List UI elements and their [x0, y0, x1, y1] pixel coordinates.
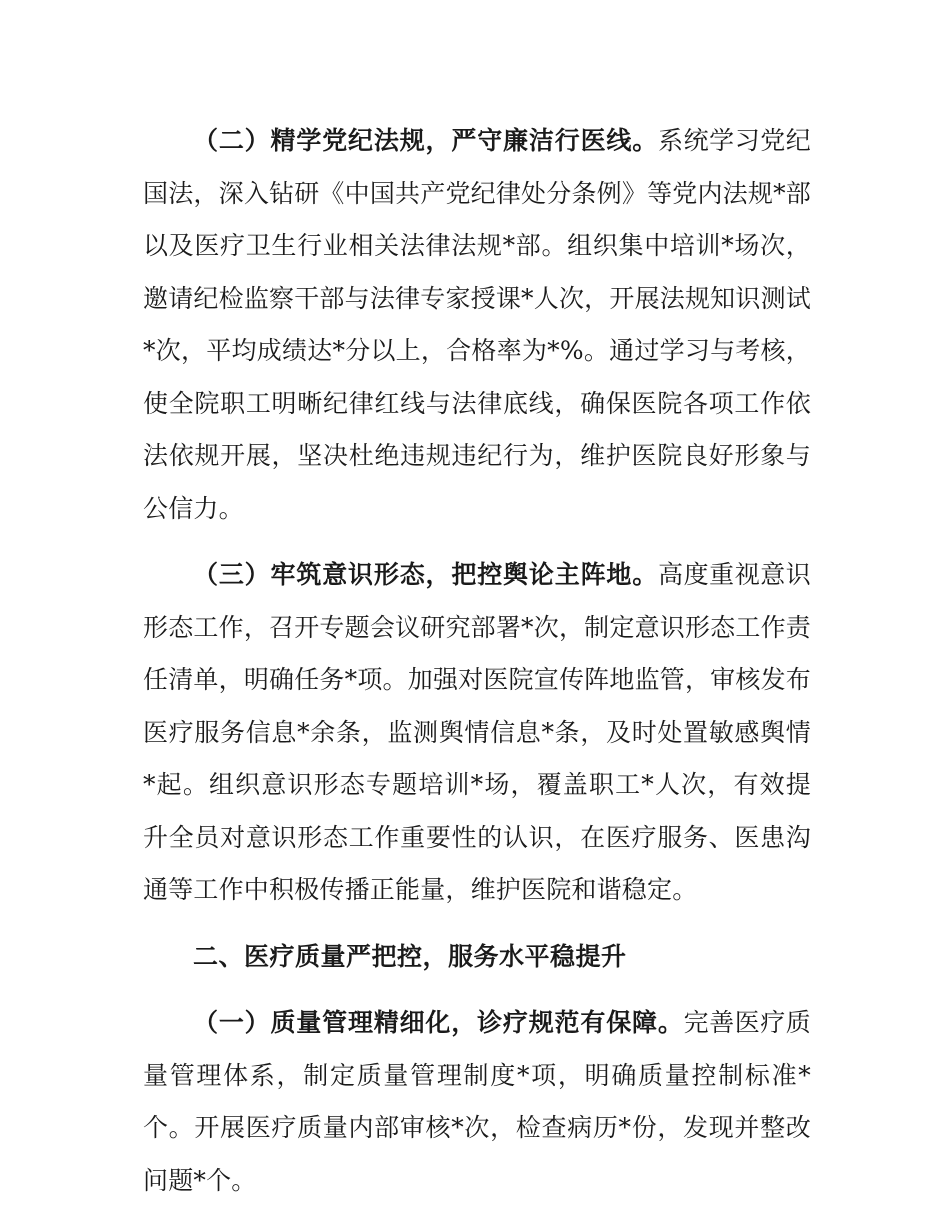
- paragraph-body: 系统学习党纪国法，深入钻研《中国共产党纪律处分条例》等党内法规*部以及医疗卫生行业相关法律法规*部。组织集中培训*场次，邀请纪检监察干部与法律专家授课*人次，开展法规知识测试*次，平均成绩达*分以上，合格率为*%。通过学习与考核，使全院职工明晰纪律红线与法律底线，确保医院各项工作依法依规开展，坚决杜绝违规违纪行为，维护医院良好形象与公信力。: [143, 126, 811, 523]
- section-heading: 二、医疗质量严把控，服务水平稳提升: [193, 941, 627, 971]
- paragraph-quality-management: [143, 997, 811, 1207]
- paragraph-party-discipline: [143, 115, 811, 535]
- paragraph-lead: （一）质量管理精细化，诊疗规范有保障。: [193, 1008, 684, 1037]
- paragraph-body: 高度重视意识形态工作，召开专题会议研究部署*次，制定意识形态工作责任清单，明确任务*项。加强对医院宣传阵地监管，审核发布医疗服务信息*余条，监测舆情信息*条，及时处置敏感舆情*起。组织意识形态专题培训*场，覆盖职工*人次，有效提升全员对意识形态工作重要性的认识，在医疗服务、医患沟通等工作中积极传播正能量，维护医院和谐稳定。: [143, 560, 811, 904]
- paragraph-ideology: [143, 549, 811, 917]
- document-page: [143, 115, 811, 1207]
- paragraph-body: 完善医疗质量管理体系，制定质量管理制度*项，明确质量控制标准*个。开展医疗质量内部审核*次，检查病历*份，发现并整改问题*个。: [143, 1008, 811, 1195]
- paragraph-lead: （二）精学党纪法规，严守廉洁行医线。: [193, 126, 659, 155]
- paragraph-lead: （三）牢筑意识形态，把控舆论主阵地。: [193, 560, 659, 589]
